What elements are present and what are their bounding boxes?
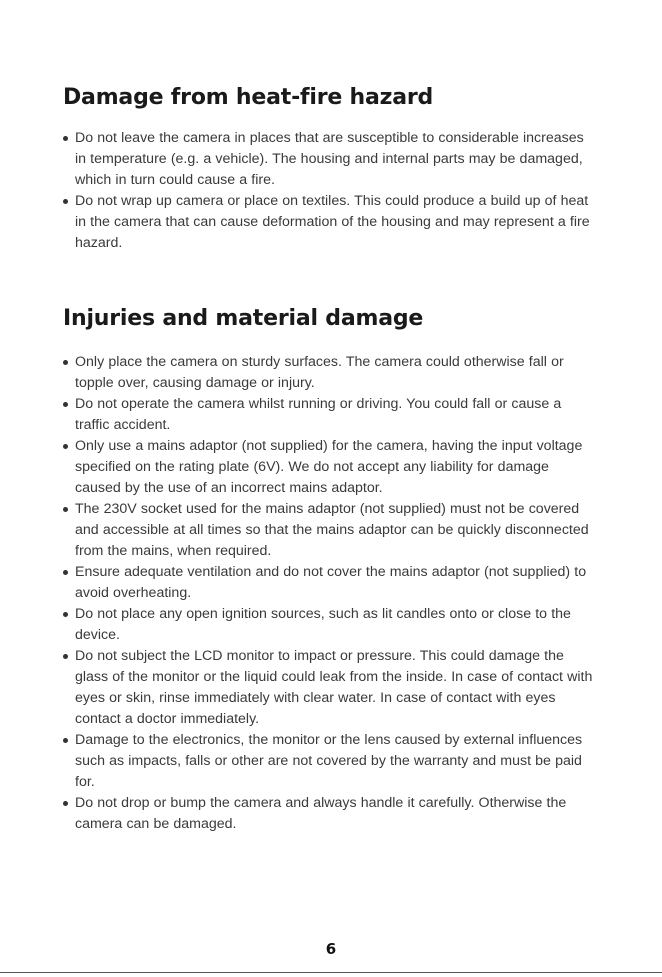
bullet-text: Ensure adequate ventilation and do not cover the mains adaptor (not supplied) to avoid overheating. [75, 564, 587, 601]
bullet-dot-icon [63, 360, 68, 365]
bullet-text: Do not wrap up camera or place on textiles. This could produce a build up of heat in the camera that can cause deformation of the housing and may represent a fire hazard. [75, 193, 590, 251]
list-item [63, 191, 593, 254]
bullet-list [63, 128, 593, 254]
list-item [63, 436, 593, 499]
list-item [63, 604, 593, 646]
bullet-text: Only place the camera on sturdy surfaces. The camera could otherwise fall or topple over, causing damage or injury. [75, 354, 564, 391]
bullet-list [63, 352, 593, 835]
bullet-dot-icon [63, 654, 68, 659]
bullet-text: Do not leave the camera in places that are susceptible to considerable increases in temperature (e.g. a vehicle). The housing and internal parts may be damaged, which in turn could cause a fire. [75, 130, 584, 188]
list-item [63, 562, 593, 604]
bullet-dot-icon [63, 402, 68, 407]
bullet-dot-icon [63, 136, 68, 141]
list-item [63, 352, 593, 394]
bullet-text: Do not subject the LCD monitor to impact or pressure. This could damage the glass of the monitor or the liquid could leak from the inside. In case of contact with eyes or skin, rinse immediately with clear water. In case of contact with eyes contact a doctor immediately. [75, 648, 593, 727]
bullet-dot-icon [63, 612, 68, 617]
list-item [63, 730, 593, 793]
list-item [63, 646, 593, 730]
list-item [63, 499, 593, 562]
bullet-dot-icon [63, 199, 68, 204]
bullet-text: Do not place any open ignition sources, such as lit candles onto or close to the device. [75, 606, 571, 643]
bottom-divider [0, 972, 662, 973]
bullet-dot-icon [63, 507, 68, 512]
bullet-dot-icon [63, 570, 68, 575]
section-heading: Damage from heat-fire hazard [63, 85, 434, 110]
list-item [63, 128, 593, 191]
bullet-dot-icon [63, 738, 68, 743]
section-heat-fire-hazard [63, 84, 593, 254]
list-item [63, 793, 593, 835]
page-number: 6 [325, 940, 337, 958]
list-item [63, 394, 593, 436]
bullet-text: Do not operate the camera whilst running or driving. You could fall or cause a traffic accident. [75, 396, 562, 433]
section-heading: Injuries and material damage [63, 306, 424, 331]
bullet-dot-icon [63, 801, 68, 806]
bullet-text: Damage to the electronics, the monitor or the lens caused by external influences such as impacts, falls or other are not covered by the warranty and must be paid for. [75, 732, 583, 790]
section-injuries-material-damage [63, 305, 593, 835]
bullet-dot-icon [63, 444, 68, 449]
bullet-text: Only use a mains adaptor (not supplied) for the camera, having the input voltage specified on the rating plate (6V). We do not accept any liability for damage caused by the use of an incorrect mains adaptor. [75, 438, 583, 496]
bullet-text: Do not drop or bump the camera and always handle it carefully. Otherwise the camera can be damaged. [75, 795, 567, 832]
bullet-text: The 230V socket used for the mains adaptor (not supplied) must not be covered and accessible at all times so that the mains adaptor can be quickly disconnected from the mains, when required. [75, 501, 589, 559]
